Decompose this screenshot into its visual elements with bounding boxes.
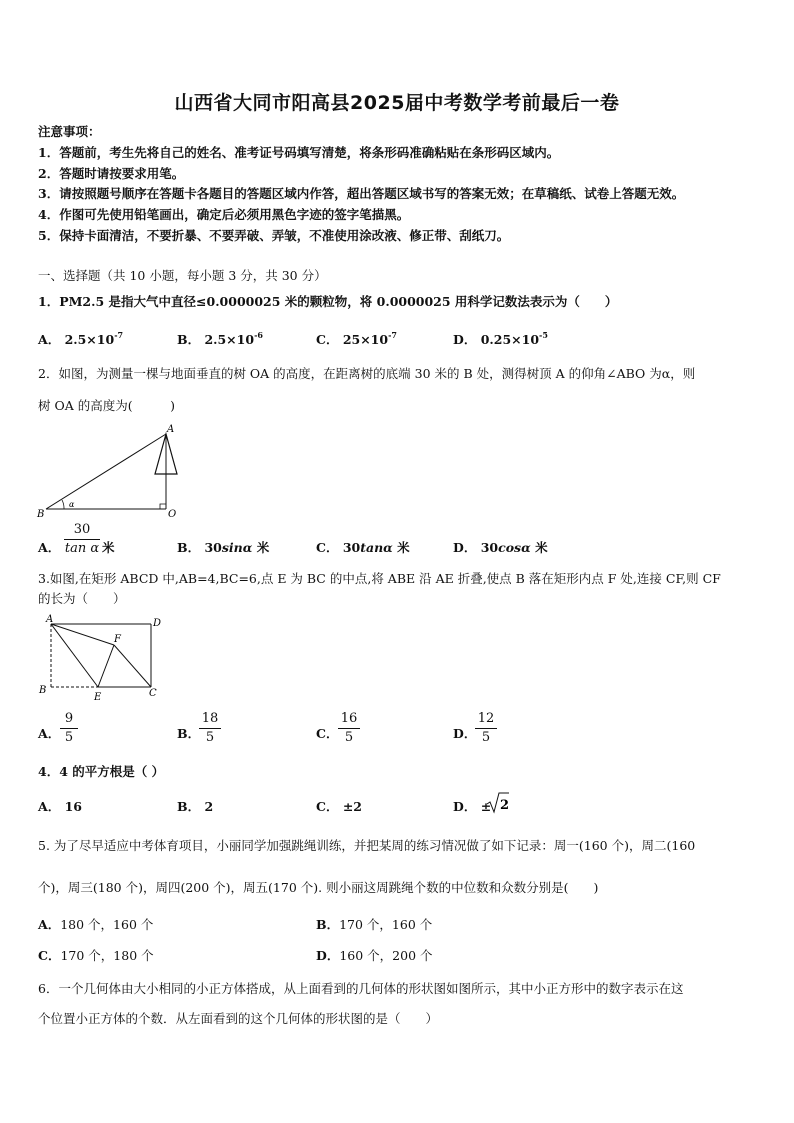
q3-segment-ae [51,624,98,687]
q4-radicand: 2 [500,798,510,813]
q3-option-b-fraction: 18 5 [199,711,221,746]
q3-stem-line1: 3.如图,在矩形 ABCD 中,AB=4,BC=6,点 E 为 BC 的中点,将 ABE 沿 AE 折叠,使点 B 落在矩形内点 F 处,连接 CF,则 CF [38,571,721,586]
q5-stem-line2: 个)，周三(180 个)，周四(200 个)，周五(170 个). 则小丽这周跳绳个数的中位数和众数分别是( ) [38,880,599,895]
notice-item-3: 3．请按照题号顺序在答题卡各题目的答题区域内作答，超出答题区域书写的答案无效；在草稿纸、试卷上答题无效。 [38,186,685,201]
q4-option-c: C． ±2 [316,799,362,814]
q5-option-a: A．180 个，160 个 [38,917,154,932]
q3-option-d-fraction: 12 5 [475,711,497,746]
q3-option-d-label: D． [453,726,477,741]
q3-option-a-label: A． [38,726,61,741]
q3-label-b: B [39,685,47,696]
q6-stem-line2: 个位置小正方体的个数．从左面看到的这个几何体的形状图的是（ ） [38,1011,439,1026]
q5-stem-line1: 5. 为了尽早适应中考体育项目，小丽同学加强跳绳训练，并把某周的练习情况做了如下记录：周一(160 个)，周二(160 [38,838,696,853]
q3-label-d: D [153,618,162,629]
q4-stem: 4．4 的平方根是（ ） [38,764,165,779]
q5-option-d: D．160 个，200 个 [316,948,433,963]
q2-label-a: A [167,424,175,435]
q1-option-c: C． $25\times 10^{-7}$ [316,330,397,347]
q3-option-c-label: C． [316,726,339,741]
q2-tree-figure [36,422,186,522]
q6-stem-line1: 6．一个几何体由大小相同的小正方体搭成，从上面看到的几何体的形状图如图所示，其中小正方形中的数字表示在这 [38,981,684,996]
q2-angle-arc [62,500,64,509]
q2-option-c: C． 30tanα 米 [316,540,410,555]
notice-item-1: 1．答题前，考生先将自己的姓名、准考证号码填写清楚，将条形码准确粘贴在条形码区域内。 [38,145,560,160]
q2-label-b: B [37,509,45,520]
q2-option-b: B． 30sinα 米 [177,540,270,555]
q2-option-d: D． 30cosα 米 [453,540,548,555]
q2-right-angle [160,504,166,509]
q5-option-b: B．170 个，160 个 [316,917,433,932]
page-title: 山西省大同市阳高县2025届中考数学考前最后一卷 [174,92,620,114]
section-heading: 一、选择题（共 10 小题，每小题 3 分，共 30 分） [38,268,327,283]
q3-option-b-label: B． [177,726,201,741]
q3-rectangle-figure [36,612,166,706]
q3-option-c-fraction: 16 5 [338,711,360,746]
q5-option-c: C．170 个，180 个 [38,948,154,963]
q3-stem-line2: 的长为（ ） [38,591,126,606]
q3-option-a-fraction: 9 5 [60,711,78,746]
q4-radical-sign [486,791,510,815]
q4-option-a: A． 16 [38,799,82,814]
q3-segment-fe [98,645,114,687]
q3-label-a: A [46,614,54,625]
q4-option-d: D． ± [453,799,492,814]
q4-option-b: B． 2 [177,799,214,814]
q3-segment-fc [114,645,151,687]
q3-label-f: F [114,634,121,645]
q3-label-c: C [149,688,157,699]
q2-stem-line2: 树 OA 的高度为( ) [38,398,175,413]
q2-stem-line1: 2．如图，为测量一棵与地面垂直的树 OA 的高度，在距离树的底端 30 米的 B 处，测得树顶 A 的仰角∠ABO 为α，则 [38,366,696,381]
q1-option-d: D． $0.25\times 10^{-5}$ [453,330,548,347]
q2-option-a-unit: 米 [102,540,115,555]
q2-label-alpha: α [69,500,75,509]
q1-option-b: B． $2.5\times 10^{-6}$ [177,330,263,347]
q2-label-o: O [168,509,177,520]
q1-stem: 1．PM2.5 是指大气中直径≤0.0000025 米的颗粒物，将 0.0000025 用科学记数法表示为（ ） [38,294,618,309]
q3-label-e: E [94,692,102,703]
notice-item-5: 5．保持卡面清洁，不要折暴、不要弄破、弄皱，不准使用涂改液、修正带、刮纸刀。 [38,228,510,243]
q1-option-a: A． $2.5\times 10^{-7}$ [38,330,124,347]
q2-option-a-fraction: 30 tan α [64,522,100,556]
notice-item-4: 4．作图可先使用铅笔画出，确定后必须用黑色字迹的签字笔描黑。 [38,207,410,222]
notice-heading: 注意事项： [38,124,101,139]
notice-item-2: 2．答题时请按要求用笔。 [38,166,185,181]
q3-segment-af [51,624,114,645]
q2-option-a-label: A． [38,540,61,555]
q2-sightline [46,434,166,509]
